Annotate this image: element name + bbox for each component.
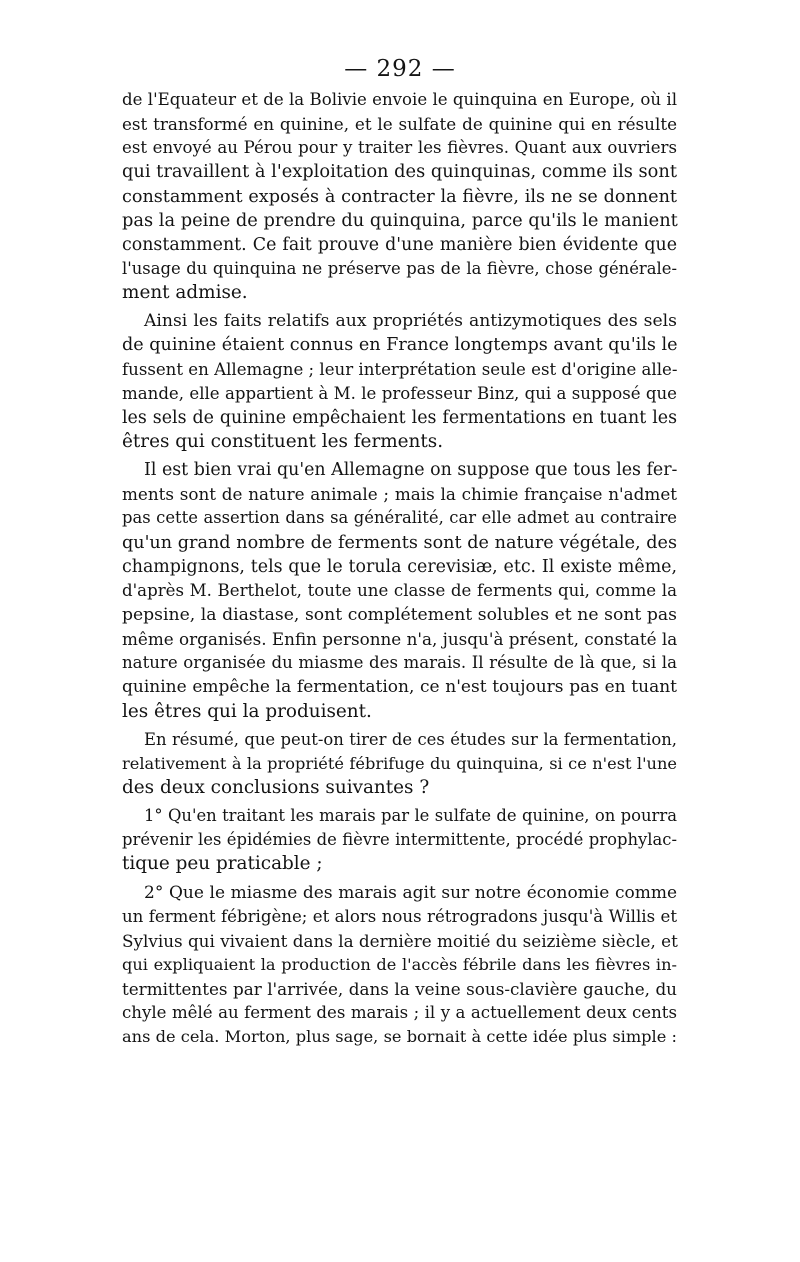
text-line: est transformé en quinine, et le sulfate de quinine qui en résulte (122, 114, 677, 135)
page-number: — 292 — (344, 56, 456, 82)
text-line: est envoyé au Pérou pour y traiter les fièvres. Quant aux ouvriers (122, 138, 677, 158)
text-line: un ferment fébrigène; et alors nous rétrogradons jusqu'à Willis et (122, 906, 677, 926)
paragraph (122, 881, 677, 1050)
text-line: de l'Equateur et de la Bolivie envoie le quinquina en Europe, où il (122, 90, 677, 109)
text-line: l'usage du quinquina ne préserve pas de la fièvre, chose générale- (122, 258, 677, 278)
text-line: chyle mêlé au ferment des marais ; il y a actuellement deux cents (122, 1003, 677, 1023)
paragraph (122, 309, 677, 454)
text-line: mande, elle appartient à M. le professeur Binz, qui a supposé que (122, 383, 677, 403)
text-line: les êtres qui la produisent. (122, 700, 372, 722)
paragraph (122, 88, 677, 305)
text-line: relativement à la propriété fébrifuge du quinquina, si ce n'est l'une (122, 753, 677, 773)
text-line: pas cette assertion dans sa généralité, car elle admet au contraire (122, 508, 677, 528)
body-text (122, 88, 677, 1049)
text-line: des deux conclusions suivantes ? (122, 776, 430, 798)
text-line: fussent en Allemagne ; leur interprétation seule est d'origine alle- (122, 359, 678, 379)
text-line: pepsine, la diastase, sont complétement solubles et ne sont pas (122, 604, 677, 625)
text-line: prévenir les épidémies de fièvre intermittente, procédé prophylac- (122, 830, 677, 850)
text-line: termittentes par l'arrivée, dans la veine sous-clavière gauche, du (122, 979, 677, 1000)
text-line: qu'un grand nombre de ferments sont de nature végétale, des (122, 532, 677, 553)
text-line: nature organisée du miasme des marais. Il résulte de là que, si la (122, 653, 677, 673)
paragraph (122, 728, 677, 800)
text-line: champignons, tels que le torula cerevisiæ, etc. Il existe même, (122, 556, 677, 577)
text-line: ans de cela. Morton, plus sage, se bornait à cette idée plus simple : (122, 1027, 677, 1047)
text-line: constamment exposés à contracter la fièvre, ils ne se donnent (122, 186, 677, 207)
text-line: 2° Que le miasme des marais agit sur notre économie comme (144, 882, 677, 903)
paragraph (122, 804, 677, 876)
text-line: qui expliquaient la production de l'accès fébrile dans les fièvres in- (122, 954, 677, 974)
text-line: les sels de quinine empêchaient les fermentations en tuant les (122, 407, 677, 428)
text-line: même organisés. Enfin personne n'a, jusqu'à présent, constaté la (122, 629, 678, 650)
text-line: tique peu praticable ; (122, 853, 323, 875)
text-line: Ainsi les faits relatifs aux propriétés antizymotiques des sels (144, 311, 677, 332)
text-line: ment admise. (122, 282, 248, 304)
text-line: qui travaillent à l'exploitation des quinquinas, comme ils sont (122, 161, 677, 183)
text-line: êtres qui constituent les ferments. (122, 430, 444, 452)
text-line: de quinine étaient connus en France longtemps avant qu'ils le (122, 335, 678, 356)
text-line: Sylvius qui vivaient dans la dernière moitié du seizième siècle, et (122, 930, 678, 951)
paragraph (122, 458, 677, 724)
text-line: constamment. Ce fait prouve d'une manière bien évidente que (122, 234, 677, 255)
text-line: Il est bien vrai qu'en Allemagne on suppose que tous les fer- (144, 460, 678, 481)
text-line: pas la peine de prendre du quinquina, parce qu'ils le manient (122, 209, 678, 231)
text-line: ments sont de nature animale ; mais la chimie française n'admet (122, 484, 677, 505)
text-line: d'après M. Berthelot, toute une classe de ferments qui, comme la (122, 580, 677, 600)
text-line: En résumé, que peut-on tirer de ces études sur la fermentation, (144, 729, 677, 749)
text-line: 1° Qu'en traitant les marais par le sulfate de quinine, on pourra (144, 806, 677, 826)
text-line: quinine empêche la fermentation, ce n'est toujours pas en tuant (122, 677, 677, 698)
